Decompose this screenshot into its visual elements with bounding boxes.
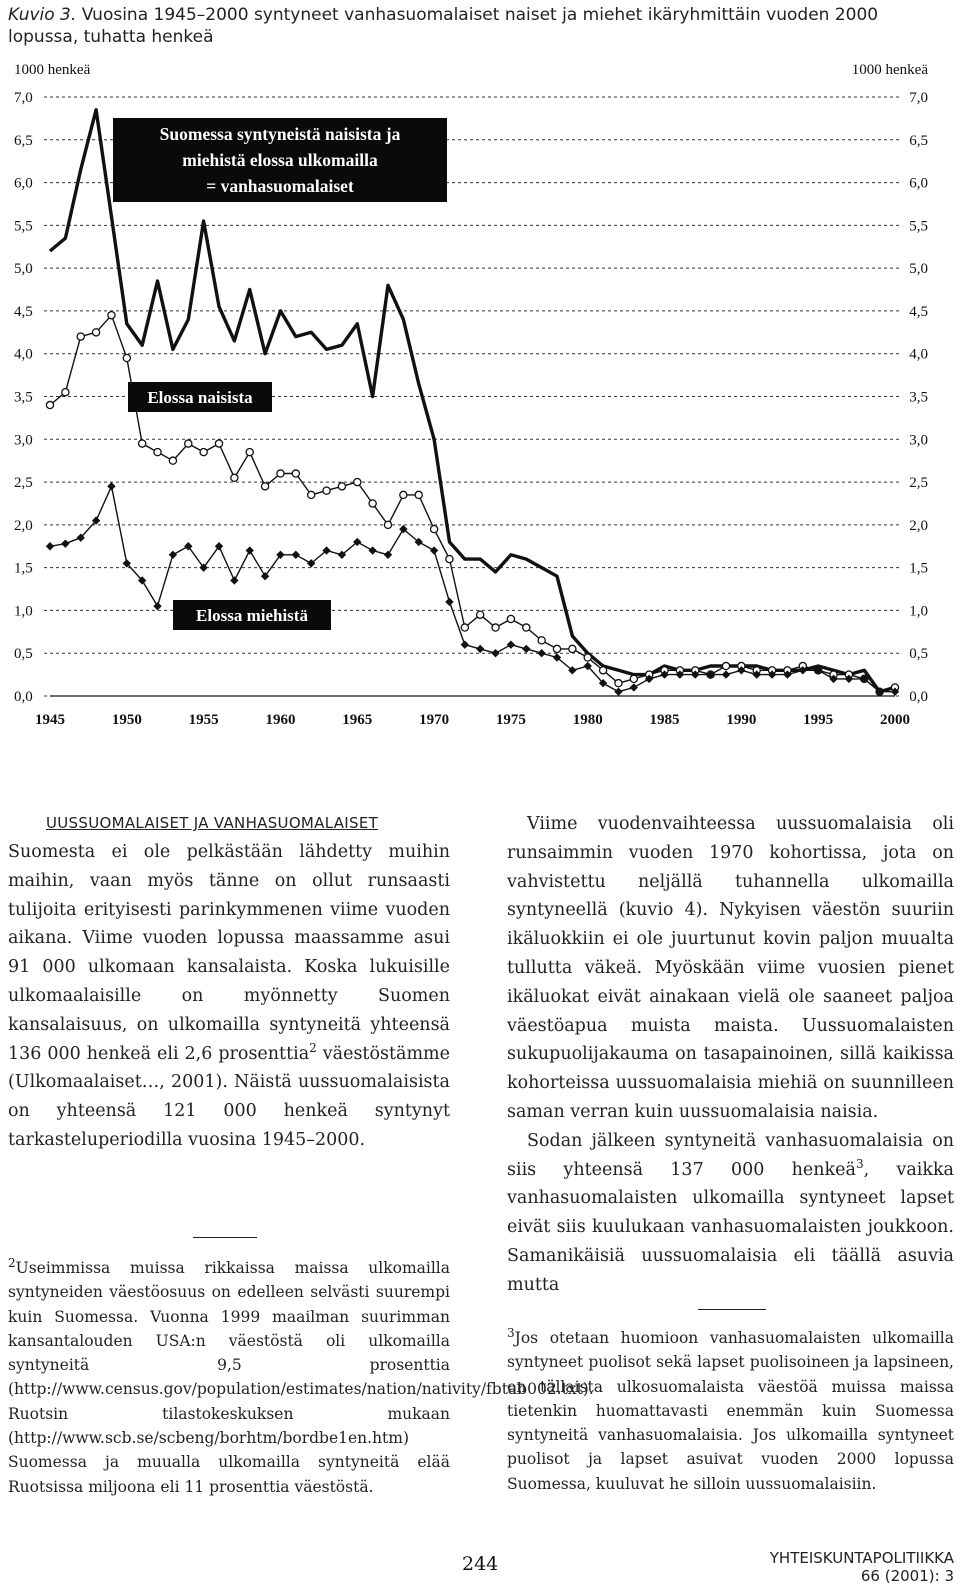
point-filled-diamond xyxy=(384,551,392,559)
y-tick-label-right: 3,5 xyxy=(909,389,928,406)
series-line xyxy=(50,486,895,691)
point-filled-diamond xyxy=(507,640,515,648)
point-open-circle xyxy=(569,645,576,652)
point-filled-diamond xyxy=(107,482,115,490)
left-column xyxy=(8,812,450,1155)
point-filled-diamond xyxy=(230,576,238,584)
point-open-circle xyxy=(553,645,560,652)
x-tick-label: 1975 xyxy=(495,712,526,728)
point-open-circle xyxy=(46,401,53,408)
x-tick-label: 1970 xyxy=(419,712,450,728)
point-open-circle xyxy=(477,611,484,618)
footnote-2 xyxy=(8,1255,594,1499)
right-column xyxy=(507,810,954,1300)
point-open-circle xyxy=(523,624,530,631)
footnote-ref-2[interactable]: 2 xyxy=(309,1040,317,1055)
point-open-circle xyxy=(261,483,268,490)
annotation-total-line: Suomessa syntyneistä naisista ja xyxy=(159,124,401,144)
series-line xyxy=(50,315,895,692)
point-open-circle xyxy=(292,470,299,477)
point-open-circle xyxy=(62,389,69,396)
point-open-circle xyxy=(246,449,253,456)
point-open-circle xyxy=(277,470,284,477)
annotation-men-box xyxy=(173,600,331,630)
point-open-circle xyxy=(169,457,176,464)
y-axis-label-left: 1000 henkeä xyxy=(14,62,91,78)
x-tick-label: 2000 xyxy=(880,712,910,728)
y-tick-label-left: 1,0 xyxy=(14,603,33,620)
footnote-3-text: Jos otetaan huomioon vanhasuomalaisten ulkomailla syntyneet puolisot sekä lapset puolisoineen ja lapsineen, on tällaista ulkosuomalaista väestöä muissa maissa tietenkin huomattavasti enemmän kuin Suomessa syntyneitä vanhasuomalaisia. Jos ulkomailla syntyneet puolisot ja lapset asuivat vuoden 2000 lopussa Suomessa, kuuluvat he silloin uussuomalaisiin. xyxy=(507,1329,954,1493)
point-open-circle xyxy=(185,440,192,447)
point-filled-diamond xyxy=(61,539,69,547)
point-filled-diamond xyxy=(169,551,177,559)
y-tick-label-right: 4,0 xyxy=(909,346,928,363)
point-open-circle xyxy=(507,615,514,622)
y-tick-label-left: 1,5 xyxy=(14,560,33,577)
journal-info xyxy=(770,1549,954,1585)
point-open-circle xyxy=(492,624,499,631)
x-tick-label: 1995 xyxy=(803,712,834,728)
annotation-men: Elossa miehistä xyxy=(196,606,308,625)
point-filled-diamond xyxy=(276,551,284,559)
y-tick-label-right: 2,0 xyxy=(909,517,928,534)
y-tick-label-right: 6,5 xyxy=(909,132,928,149)
y-tick-label-left: 7,0 xyxy=(14,90,33,106)
right-paragraph-2: Sodan jälkeen syntyneitä vanhasuomalaisia on siis yhteensä 137 000 henkeä$^3$, vaikka vanhasuomalaisten ulkomailla syntyneet lapset eivät siis kuulukaan vanhasuomalaisten joukkoon. Samanikäisiä uussuomalaisia eli täällä asuvia mutta xyxy=(507,1130,954,1295)
point-open-circle xyxy=(215,440,222,447)
point-filled-diamond xyxy=(522,645,530,653)
point-open-circle xyxy=(430,526,437,533)
x-tick-label: 1955 xyxy=(188,712,219,728)
annotation-total-line: = vanhasuomalaiset xyxy=(206,176,354,196)
y-tick-label-right: 1,5 xyxy=(909,560,928,577)
point-filled-diamond xyxy=(476,645,484,653)
y-tick-label-right: 0,0 xyxy=(909,689,928,705)
point-filled-diamond xyxy=(246,546,254,554)
point-open-circle xyxy=(338,483,345,490)
point-filled-diamond xyxy=(461,640,469,648)
point-open-circle xyxy=(92,329,99,336)
point-filled-diamond xyxy=(292,551,300,559)
point-filled-diamond xyxy=(537,649,545,657)
x-tick-label: 1990 xyxy=(726,712,757,728)
point-filled-diamond xyxy=(445,598,453,606)
x-tick-label: 1960 xyxy=(265,712,296,728)
point-open-circle xyxy=(615,680,622,687)
y-tick-label-right: 6,0 xyxy=(909,175,928,192)
footnote-rule-right xyxy=(698,1309,766,1310)
y-tick-label-left: 4,5 xyxy=(14,303,33,320)
y-tick-label-left: 5,5 xyxy=(14,218,33,235)
point-open-circle xyxy=(400,491,407,498)
y-tick-label-right: 4,5 xyxy=(909,303,928,320)
x-tick-label: 1950 xyxy=(111,712,142,728)
point-filled-diamond xyxy=(491,649,499,657)
point-open-circle xyxy=(461,624,468,631)
figure-caption-text: Vuosina 1945–2000 syntyneet vanhasuomalaiset naiset ja miehet ikäryhmittäin vuoden 2000 lopussa, tuhatta henkeä xyxy=(8,5,879,47)
y-tick-label-left: 6,5 xyxy=(14,132,33,149)
right-paragraph-1: Viime vuodenvaihteessa uussuomalaisia oli runsaimmin vuoden 1970 kohortissa, jota on vahvistettu neljällä tuhannella ulkomailla syntyneellä (kuvio 4). Nykyisen väestön suuriin ikäluokkiin ei ole juurtunut kovin paljon muualta tullutta väkeä. Myöskään viime vuosien pienet ikäluokat eivät ainakaan vielä ole saaneet paljoa väestöapua muista maista. Uussuomalaisten sukupuolijakauma on tasapainoinen, sillä kaikissa kohorteissa uussuomalaisia miehiä on suunnilleen saman verran kuin uussuomalaisia naisia. xyxy=(507,814,954,1122)
point-filled-diamond xyxy=(614,688,622,696)
y-tick-label-left: 0,0 xyxy=(14,689,33,705)
point-open-circle xyxy=(108,312,115,319)
annotation-women: Elossa naisista xyxy=(147,388,253,407)
point-open-circle xyxy=(630,675,637,682)
point-open-circle xyxy=(384,521,391,528)
figure-caption xyxy=(8,4,953,48)
point-open-circle xyxy=(123,354,130,361)
y-tick-label-right: 5,0 xyxy=(909,261,928,278)
y-tick-label-right: 1,0 xyxy=(909,603,928,620)
page-number: 244 xyxy=(462,1553,499,1575)
line-chart xyxy=(0,52,960,742)
series-2 xyxy=(46,482,899,696)
y-tick-label-left: 2,0 xyxy=(14,517,33,534)
point-filled-diamond xyxy=(46,542,54,550)
footnote-rule-left xyxy=(193,1237,257,1238)
y-axis-label-right: 1000 henkeä xyxy=(851,62,928,78)
point-open-circle xyxy=(584,654,591,661)
y-tick-label-left: 4,0 xyxy=(14,346,33,363)
point-open-circle xyxy=(323,487,330,494)
y-tick-label-left: 6,0 xyxy=(14,175,33,192)
point-filled-diamond xyxy=(153,602,161,610)
y-tick-label-left: 5,0 xyxy=(14,261,33,278)
figure-label: Kuvio 3. xyxy=(8,5,77,25)
y-tick-label-left: 0,5 xyxy=(14,646,33,663)
point-open-circle xyxy=(538,637,545,644)
left-paragraph-1: Suomesta ei ole pelkästään lähdetty muihin maihin, vaan myös tänne on ollut runsaasti tulijoita erityisesti parinkymmenen viime vuoden aikana. Viime vuoden lopussa maassamme asui 91 000 ulkomaan kansalaista. Koska lukuisille ulkomaalaisille on myönnetty Suomen kansalaisuus, on ulkomailla syntyneitä yhteensä 136 000 henkeä eli 2,6 prosenttia$^2$ väestöstämme (Ulkomaalaiset…, 2001). Näistä uussuomalaisista on yhteensä 121 000 henkeä syntynyt tarkasteluperiodilla vuosina 1945–2000. xyxy=(8,842,450,1150)
series-1 xyxy=(46,312,898,696)
point-open-circle xyxy=(231,474,238,481)
point-filled-diamond xyxy=(722,670,730,678)
journal-issue: 66 (2001): 3 xyxy=(860,1567,954,1585)
y-tick-label-right: 5,5 xyxy=(909,218,928,235)
footnote-ref-3[interactable]: 3 xyxy=(855,1156,864,1171)
y-tick-label-left: 3,0 xyxy=(14,432,33,449)
point-open-circle xyxy=(369,500,376,507)
point-open-circle xyxy=(77,333,84,340)
point-open-circle xyxy=(599,667,606,674)
y-tick-label-right: 2,5 xyxy=(909,475,928,492)
annotation-total-line: miehistä elossa ulkomailla xyxy=(182,150,378,170)
point-filled-diamond xyxy=(430,546,438,554)
section-heading: UUSSUOMALAISET JA VANHASUOMALAISET xyxy=(46,814,379,832)
point-filled-diamond xyxy=(368,546,376,554)
y-tick-label-left: 3,5 xyxy=(14,389,33,406)
x-tick-label: 1980 xyxy=(572,712,603,728)
footnote-2-text: Useimmissa muissa rikkaissa maissa ulkomailla syntyneiden väestöosuus on edelleen selvästi suurempi kuin Suomessa. Vuonna 1999 maailman suurimman kansantalouden USA:n väestöstä oli ulkomailla syntyneitä 9,5 prosenttia (http://www.census.gov/population/estimates/nation/nativity/fbtab002.txt). Ruotsin tilastokeskuksen mukaan (http://www.scb.se/scbeng/borhtm/bordbe1en.htm) Suomessa ja muualla ulkomailla syntyneitä elää Ruotsissa miljoona eli 11 prosenttia väestöstä. xyxy=(8,1259,594,1496)
x-tick-label: 1985 xyxy=(649,712,680,728)
footnote-2-number: 2 xyxy=(8,1255,16,1270)
point-filled-diamond xyxy=(630,683,638,691)
y-tick-label-left: 2,5 xyxy=(14,475,33,492)
y-tick-label-right: 0,5 xyxy=(909,646,928,663)
point-open-circle xyxy=(354,478,361,485)
point-open-circle xyxy=(415,491,422,498)
x-tick-label: 1945 xyxy=(35,712,65,728)
x-tick-label: 1965 xyxy=(342,712,373,728)
y-tick-label-right: 3,0 xyxy=(909,432,928,449)
annotation-women-box xyxy=(128,382,272,412)
point-open-circle xyxy=(200,449,207,456)
footnote-3 xyxy=(507,1326,954,1496)
footnote-3-number: 3 xyxy=(507,1325,515,1340)
point-open-circle xyxy=(308,491,315,498)
y-tick-label-right: 7,0 xyxy=(909,90,928,106)
journal-name: YHTEISKUNTAPOLITIIKKA xyxy=(769,1549,954,1567)
point-open-circle xyxy=(154,449,161,456)
point-open-circle xyxy=(722,662,729,669)
point-open-circle xyxy=(139,440,146,447)
point-open-circle xyxy=(446,555,453,562)
annotation-total-box xyxy=(113,118,447,202)
